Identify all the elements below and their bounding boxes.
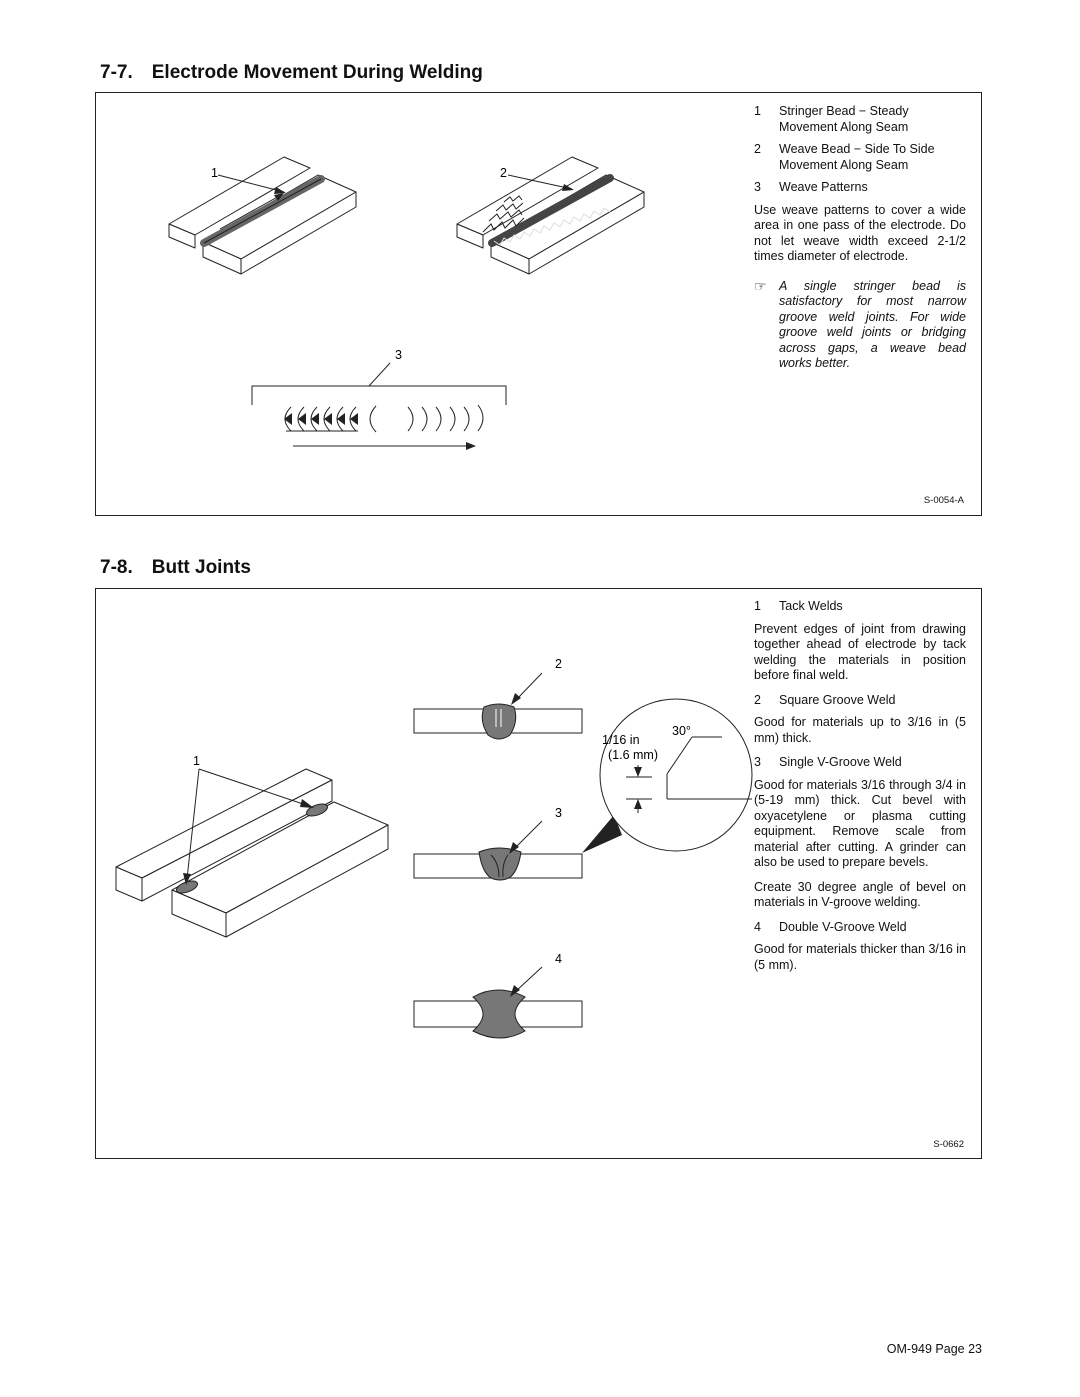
- electrode-movement-text: [754, 104, 966, 372]
- list-item: 1 Stringer Bead − Steady Movement Along Seam: [754, 104, 909, 134]
- callout-3: 3: [555, 806, 562, 820]
- callout-2: 2: [500, 166, 507, 180]
- drawing-code: S-0054-A: [923, 495, 964, 506]
- butt-joints-text: [754, 599, 966, 982]
- tack-weld-paragraph: Prevent edges of joint from drawing together ahead of electrode by tack welding the materials in position before final weld.: [754, 621, 966, 682]
- callout-4: 4: [555, 952, 562, 966]
- pointing-hand-icon: ☞: [754, 277, 767, 294]
- callout-1: 1: [193, 754, 200, 768]
- double-v-groove-paragraph: Good for materials thicker than 3/16 in (5 mm).: [754, 942, 966, 972]
- electrode-movement-illustration: [96, 93, 756, 517]
- dimension-label-metric: (1.6 mm): [608, 748, 658, 762]
- callout-2: 2: [555, 657, 562, 671]
- square-groove-paragraph: Good for materials up to 3/16 in (5 mm) thick.: [754, 715, 966, 745]
- section-title-electrode-movement: 7-7. Electrode Movement During Welding: [100, 62, 483, 83]
- list-item: 2 Square Groove Weld: [754, 692, 896, 707]
- list-item: 1 Tack Welds: [754, 599, 843, 613]
- butt-joints-illustration: [96, 589, 756, 1160]
- weave-pattern-paragraph: Use weave patterns to cover a wide area in one pass of the electrode. Do not let weave width exceed 2-1/2 times diameter of electrode.: [754, 202, 966, 263]
- electrode-movement-panel: [95, 92, 982, 516]
- list-item: 4 Double V-Groove Weld: [754, 919, 907, 934]
- list-item: 3 Weave Patterns: [754, 180, 868, 194]
- angle-label: 30°: [672, 724, 691, 738]
- list-item: 3 Single V-Groove Weld: [754, 755, 902, 769]
- drawing-code: S-0662: [933, 1139, 964, 1150]
- single-v-groove-paragraph: Good for materials 3/16 through 3/4 in (5-19 mm) thick. Cut bevel with oxyacetylene or plasma cutting equipment. Remove scale from material after cutting. A grinder can also be used to prepare bevels.: [754, 777, 966, 869]
- bevel-angle-paragraph: Create 30 degree angle of bevel on materials in V-groove welding.: [754, 879, 966, 909]
- note: ☞ A single stringer bead is satisfactory for most narrow groove weld joints. For wide groove weld joints or bridging across gaps, a weave bead works better.: [754, 277, 966, 370]
- section-title-butt-joints: 7-8. Butt Joints: [100, 557, 251, 578]
- list-item: 2 Weave Bead − Side To Side Movement Along Seam: [754, 142, 935, 172]
- callout-3: 3: [395, 348, 402, 362]
- callout-1: 1: [211, 166, 218, 180]
- page-footer: OM-949 Page 23: [886, 1342, 982, 1356]
- butt-joints-panel: [95, 588, 982, 1159]
- dimension-label: 1/16 in: [602, 733, 640, 747]
